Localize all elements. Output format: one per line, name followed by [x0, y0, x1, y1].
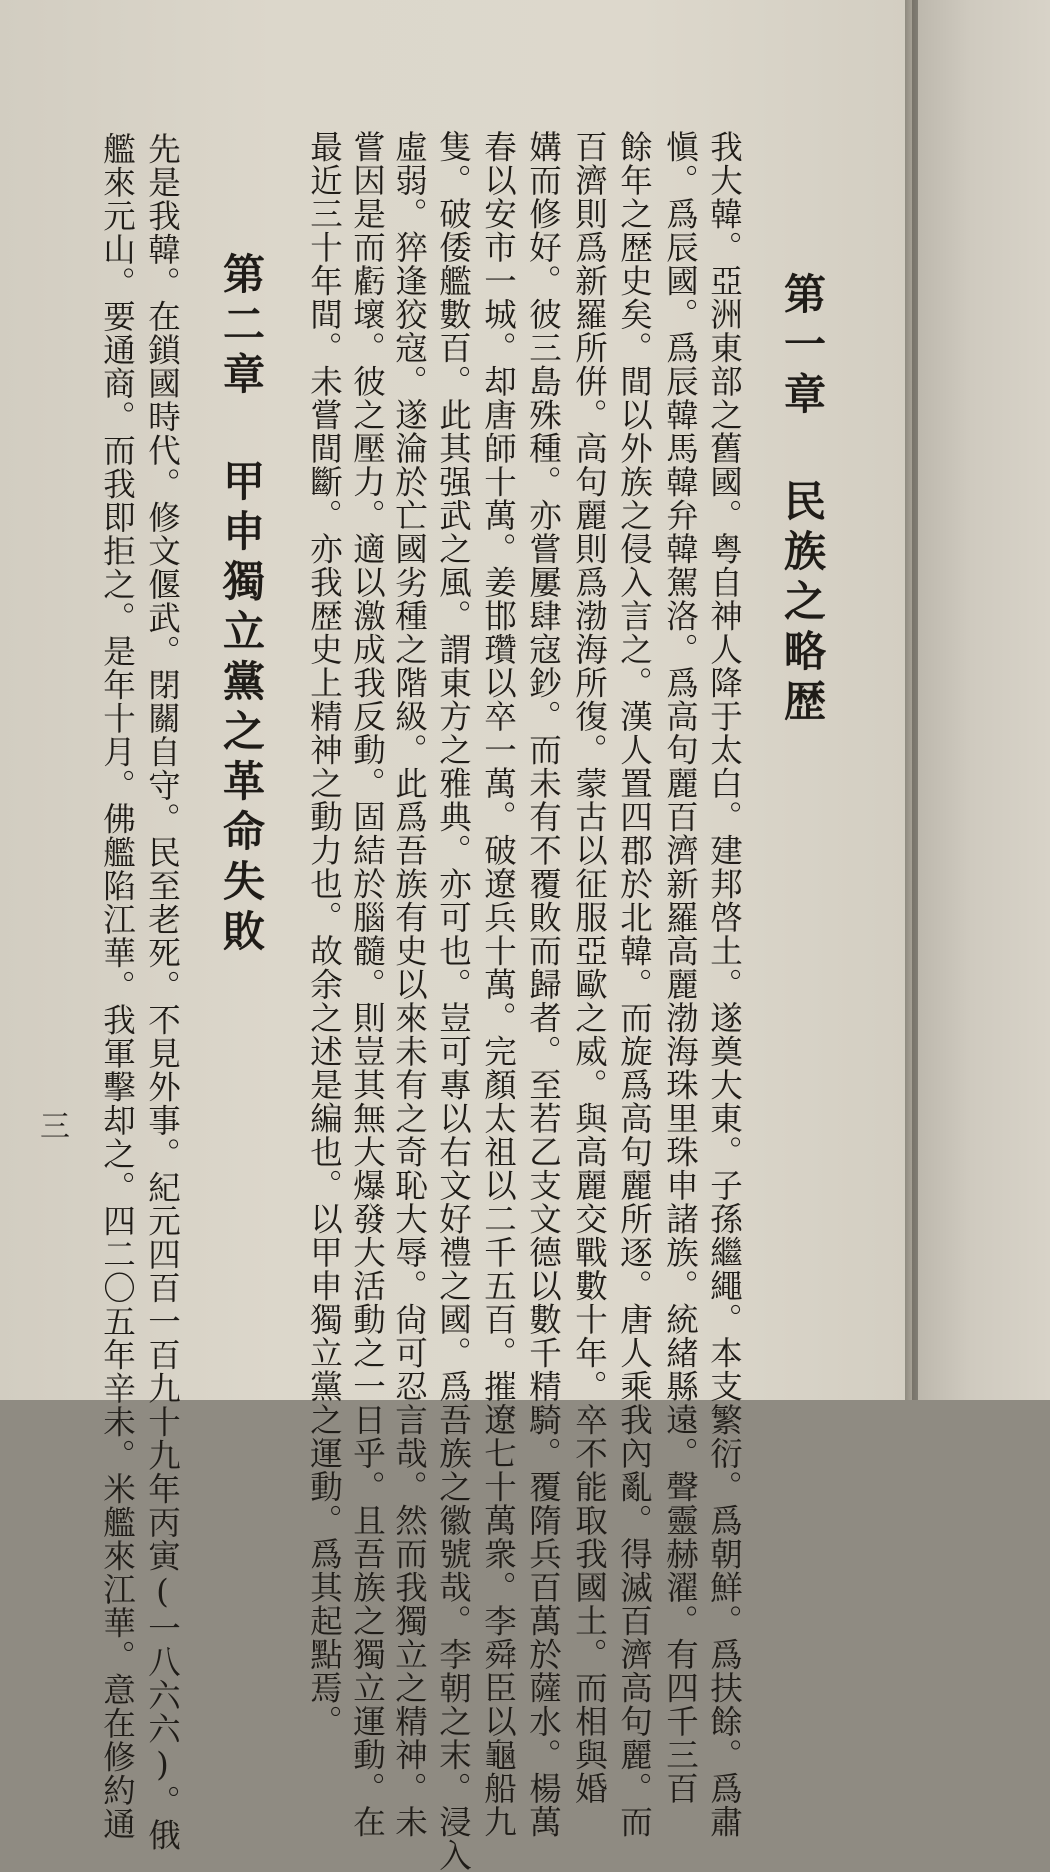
text-column: 艦來元山。要通商。而我即拒之。是年十月。佛艦陷江華。我軍擊却之。四二〇五年辛未。米艦來江華。意在修約通 [98, 132, 137, 1841]
text-column: 隻。破倭艦數百。此其强武之風。謂東方之雅典。亦可也。豈可專以右文好禮之國。爲吾族之徽號哉。李朝之末。浸入 [434, 130, 473, 1872]
text-column: 百濟則爲新羅所倂。高句麗則爲渤海所復。蒙古以征服亞歐之威。與高麗交戰數十年。卒不能取我國土。而相與婚 [570, 130, 609, 1805]
text-column: 最近三十年間。未嘗間斷。亦我歴史上精神之動力也。故余之述是編也。以甲申獨立黨之運動。爲其起點焉。 [305, 130, 344, 1738]
adjacent-page-edge [918, 0, 1050, 1400]
text-column: 媾而修好。彼三島殊種。亦嘗屢肆寇鈔。而未有不覆敗而歸者。至若乙支文德以數千精騎。覆隋兵百萬於薩水。楊萬 [524, 130, 563, 1839]
chapter-2-title: 第二章 甲申獨立黨之革命失敗 [217, 252, 266, 959]
text-column: 先是我韓。在鎖國時代。修文偃武。閉關自守。民至老死。不見外事。紀元四百一百九十九年丙寅(一八六六)。俄 [143, 132, 182, 1852]
text-column: 嘗因是而虧壞。彼之壓力。適以激成我反動。固結於腦髓。則豈其無大爆發大活動之一日乎。且吾族之獨立運動。在 [348, 130, 387, 1839]
chapter-1-title: 第一章 民族之略歴 [778, 272, 827, 729]
text-column: 餘年之歴史矣。間以外族之侵入言之。漢人置四郡於北韓。而旋爲高句麗所逐。唐人乘我內亂。得滅百濟高句麗。而 [615, 130, 654, 1839]
text-column: 春以安市一城。却唐師十萬。姜邯瓚以卒一萬。破遼兵十萬。完顏太祖以二千五百。摧遼七十萬衆。李舜臣以龜船九 [479, 130, 518, 1839]
text-column: 愼。爲辰國。爲辰韓馬韓弁韓駕洛。爲高句麗百濟新羅高麗渤海珠里珠申諸族。統緒縣遠。聲靈赫濯。有四千三百 [661, 130, 700, 1805]
page-number: 三 [34, 1110, 69, 1140]
text-column: 我大韓。亞洲東部之舊國。粤自神人降于太白。建邦啓土。遂奠大東。子孫繼繩。本支繁衍。爲朝鮮。爲扶餘。爲肅 [705, 130, 744, 1839]
text-column: 虛弱。猝逢狡寇。遂淪於亡國劣種之階級。此爲吾族有史以來未有之奇恥大辱。尙可忍言哉。然而我獨立之精神。未 [390, 130, 429, 1839]
